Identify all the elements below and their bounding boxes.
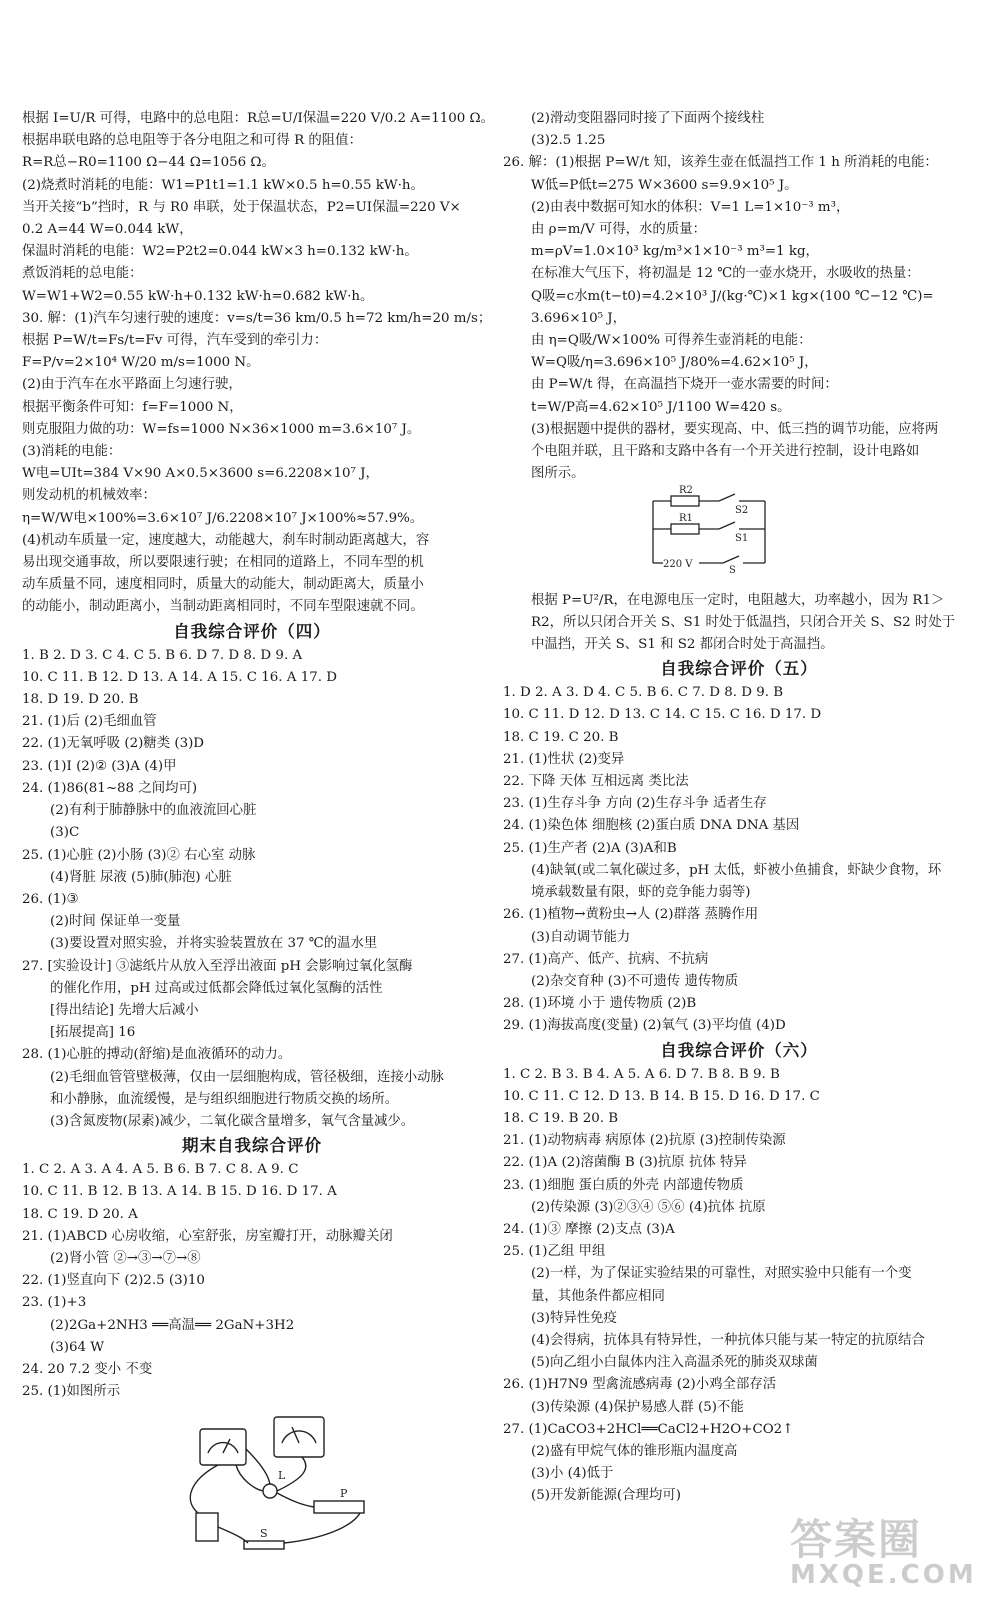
answer-line: (2)烧煮时消耗的电能：W1=P1t1=1.1 kW×0.5 h=0.55 kW·h。 (22, 177, 424, 193)
answer-line: 18. D 19. D 20. B (22, 692, 139, 708)
answer-line: 1. B 2. D 3. C 4. C 5. B 6. D 7. D 8. D 9. A (22, 647, 303, 663)
answer-line: 根据 I=U/R 可得，电路中的总电阻：R总=U/I保温=220 V/0.2 A=1100 Ω。 (22, 111, 495, 126)
answer-line: (2)盛有甲烷气体的锥形瓶内温度高 (531, 1443, 738, 1459)
answer-line: 22. 下降 天体 互相远离 类比法 (503, 774, 689, 790)
answer-line: 27. (1)高产、低产、抗病、不抗病 (503, 951, 709, 967)
answer-line: 23. (1)+3 (22, 1295, 87, 1311)
answer-line: m=ρV=1.0×10³ kg/m³×1×10⁻³ m³=1 kg， (531, 244, 819, 260)
answer-line: 个电阻并联，且干路和支路中各有一个开关进行控制，设计电路如 (531, 444, 920, 460)
answer-line: 由 η=Q吸/W×100% 可得养生壶消耗的电能： (531, 333, 812, 349)
answer-line: (2)由于汽车在水平路面上匀速行驶， (22, 377, 242, 393)
answer-line: (2)一样，为了保证实验结果的可靠性，对照实验中只能有一个变 (531, 1266, 912, 1282)
answer-line: (2)传染源 (3)②③④ ⑤⑥ (4)抗体 抗原 (531, 1199, 766, 1215)
voltmeter-icon (274, 1417, 324, 1457)
parallel-circuit-diagram (503, 485, 975, 583)
parallel-circuit-svg (503, 485, 973, 577)
answer-line: 由 ρ=m/V 可得，水的质量： (531, 222, 706, 238)
watermark-logo (790, 1515, 980, 1590)
answer-line: 25. (1)生产者 (2)A (3)A和B (503, 840, 677, 856)
answer-line: 量，其他条件都应相同 (531, 1288, 665, 1304)
answer-line: (5)向乙组小白鼠体内注入高温杀死的肺炎双球菌 (531, 1355, 818, 1371)
answer-line: 当开关接“b”挡时，R 与 R0 串联，处于保温状态，P2=UI保温=220 V× (22, 199, 461, 215)
section-heading: 自我综合评价（五） (660, 659, 818, 679)
answer-line: (2)滑动变阻器同时接了下面两个接线柱 (531, 111, 765, 126)
answer-line: 0.2 A=44 W=0.044 kW， (22, 222, 193, 238)
answer-line: R2，所以只闭合开关 S、S1 时处于低温挡，只闭合开关 S、S2 时处于 (531, 614, 956, 630)
answer-line: 21. (1)动物病毒 病原体 (2)抗原 (3)控制传染源 (503, 1133, 786, 1149)
answer-line: (3)消耗的电能： (22, 444, 122, 460)
answer-line: 图所示。 (531, 466, 585, 482)
answer-line: 26. (1)植物→黄粉虫→人 (2)群落 蒸腾作用 (503, 907, 759, 923)
answer-line: (4)肾脏 尿液 (5)肺(肺泡) 心脏 (50, 869, 232, 885)
answer-line: [得出结论] 先增大后减小 (50, 1002, 199, 1018)
answer-line: 1. C 2. A 3. A 4. A 5. B 6. B 7. C 8. A 9. C (22, 1162, 299, 1178)
answer-line: 3.696×10⁵ J， (531, 310, 626, 326)
answer-line: Q吸=c水m(t−t0)=4.2×10³ J/(kg·℃)×1 kg×(100 ℃−12 ℃)= (531, 288, 934, 304)
answer-line: 25. (1)心脏 (2)小肠 (3)② 右心室 动脉 (22, 847, 256, 863)
answer-line: 18. C 19. D 20. A (22, 1206, 138, 1222)
answer-line: (2)时间 保证单一变量 (50, 914, 181, 930)
answer-line: W电=UIt=384 V×90 A×0.5×3600 s=6.2208×10⁷ J， (22, 466, 379, 482)
answer-line: W=Q吸/η=3.696×10⁵ J/80%=4.62×10⁵ J， (531, 355, 818, 371)
answer-line: 27. [实验设计] ③滤纸片从放入至浮出液面 pH 会影响过氧化氢酶 (22, 958, 413, 974)
answer-line: 10. C 11. B 12. B 13. A 14. B 15. D 16. D 17. A (22, 1184, 337, 1200)
answer-line: 由 P=W/t 得，在高温挡下烧开一壶水需要的时间： (531, 377, 838, 393)
answer-line: 动车质量不同，速度相同时，质量大的动能大，制动距离大，质量小 (22, 577, 424, 593)
answer-line: t=W/P高=4.62×10⁵ J/1100 W=420 s。 (531, 399, 791, 415)
answer-line: 25. (1)乙组 甲组 (503, 1244, 606, 1260)
answer-line: W低=P低t=275 W×3600 s=9.9×10⁵ J。 (531, 177, 798, 193)
answer-line: η=W/W电×100%=3.6×10⁷ J/6.2208×10⁷ J×100%≈57.9%。 (22, 510, 424, 526)
answer-line: 28. (1)环境 小于 遗传物质 (2)B (503, 996, 697, 1012)
answer-line: 27. (1)CaCO3+2HCl══CaCl2+H2O+CO2↑ (503, 1421, 794, 1437)
answer-line: (3)64 W (50, 1339, 105, 1355)
answer-line: [拓展提高] 16 (50, 1025, 136, 1041)
answer-line: (3)自动调节能力 (531, 929, 631, 945)
answer-line: 中温挡，开关 S、S1 和 S2 都闭合时处于高温挡。 (531, 637, 834, 653)
answer-line: (5)开发新能源(合理均可) (531, 1488, 681, 1504)
label-s2: S2 (735, 505, 749, 517)
answer-line: (4)缺氧(或二氧化碳过多，pH 太低，虾被小鱼捕食，虾缺少食物，环 (531, 862, 942, 878)
answer-line: 23. (1)Ⅰ (2)② (3)A (4)甲 (22, 758, 177, 774)
rheostat-icon (314, 1501, 364, 1513)
label-l: L (278, 1469, 286, 1483)
section-heading: 自我综合评价（四） (173, 621, 331, 641)
answer-line: (3)小 (4)低于 (531, 1466, 614, 1482)
answer-line: 根据 P=W/t=Fs/t=Fv 可得，汽车受到的牵引力： (22, 333, 328, 349)
answer-line: 根据串联电路的总电阻等于各分电阻之和可得 R 的阻值： (22, 133, 362, 149)
answer-line: (3)要设置对照实验，并将实验装置放在 37 ℃的温水里 (50, 936, 378, 952)
answer-line: 22. (1)竖直向下 (2)2.5 (3)10 (22, 1273, 205, 1289)
experiment-circuit-svg (22, 1409, 482, 1559)
answer-line: (3)含氮废物(尿素)减少，二氧化碳含量增多，氧气含量减少。 (50, 1113, 415, 1129)
watermark-sub: MXQE.COM (790, 1560, 977, 1590)
answer-line: 和小静脉，血流缓慢，是与组织细胞进行物质交换的场所。 (50, 1091, 399, 1107)
experiment-circuit-diagram (22, 1409, 482, 1567)
answer-line: (3)传染源 (4)保护易感人群 (5)不能 (531, 1399, 744, 1415)
answer-line: 30. 解：(1)汽车匀速行驶的速度：v=s/t=36 km/0.5 h=72 km/h=20 m/s； (22, 310, 492, 326)
answer-line: (2)肾小管 ②→③→⑦→⑧ (50, 1250, 201, 1266)
answer-line: (2)由表中数据可知水的体积：V=1 L=1×10⁻³ m³， (531, 199, 850, 215)
answer-line: 26. 解：(1)根据 P=W/t 知，该养生壶在低温挡工作 1 h 所消耗的电能： (503, 155, 938, 171)
answer-line: 10. C 11. C 12. D 13. B 14. B 15. D 16. D 17. C (503, 1088, 820, 1104)
section-heading: 期末自我综合评价 (182, 1136, 322, 1156)
answer-line: 18. C 19. B 20. B (503, 1110, 619, 1126)
answer-line: 23. (1)生存斗争 方向 (2)生存斗争 适者生存 (503, 796, 767, 812)
answer-line: R=R总−R0=1100 Ω−44 Ω=1056 Ω。 (22, 155, 275, 171)
section-heading: 自我综合评价（六） (660, 1040, 818, 1060)
answer-line: 18. C 19. C 20. B (503, 729, 619, 745)
answer-line: 25. (1)如图所示 (22, 1384, 121, 1400)
answer-line: 根据 P=U²/R，在电源电压一定时，电阻越大，功率越小，因为 R1＞ (531, 592, 945, 608)
left-column (22, 108, 495, 1574)
label-220v: 220 V (663, 559, 693, 571)
answer-line: (3)2.5 1.25 (531, 133, 606, 149)
answer-line: 1. D 2. A 3. D 4. C 5. B 6. C 7. D 8. D 9. B (503, 685, 784, 701)
label-r1: R1 (679, 513, 693, 525)
watermark-main: 答案圈 (790, 1515, 923, 1564)
answer-line: (4)机动车质量一定，速度越大，动能越大，刹车时制动距离越大，容 (22, 532, 430, 548)
answer-line: 根据平衡条件可知：f=F=1000 N， (22, 399, 243, 415)
answer-line: 22. (1)无氧呼吸 (2)糖类 (3)D (22, 736, 205, 752)
answer-line: 则发动机的机械效率： (22, 488, 156, 504)
answer-line: (3)特异性免疫 (531, 1310, 617, 1326)
answer-line: 28. (1)心脏的搏动(舒缩)是血液循环的动力。 (22, 1047, 292, 1063)
answer-line: 21. (1)性状 (2)变异 (503, 751, 625, 767)
answer-line: 煮饭消耗的总电能： (22, 266, 143, 282)
answer-line: 的催化作用，pH 过高或过低都会降低过氧化氢酶的活性 (50, 980, 383, 996)
answer-line: (3)C (50, 825, 80, 841)
answer-line: 10. C 11. B 12. D 13. A 14. A 15. C 16. A 17. D (22, 669, 338, 685)
answer-line: (2)2Ga+2NH3 ══高温══ 2GaN+3H2 (50, 1317, 295, 1333)
answer-line: (4)会得病，抗体具有特异性，一种抗体只能与某一特定的抗原结合 (531, 1332, 925, 1348)
answer-line: 10. C 11. D 12. D 13. C 14. C 15. C 16. D 17. D (503, 707, 822, 723)
lamp-icon (263, 1484, 277, 1498)
switch-icon (244, 1541, 284, 1549)
label-p: P (340, 1487, 348, 1501)
answer-line: (2)杂交育种 (3)不可遗传 遗传物质 (531, 973, 739, 989)
answer-line: (2)毛细血管管壁极薄，仅由一层细胞构成，管径极细，连接小动脉 (50, 1069, 444, 1085)
answer-line: (3)根据题中提供的器材，要实现高、中、低三挡的调节功能，应将两 (531, 421, 939, 437)
answer-line: 23. (1)细胞 蛋白质的外壳 内部遗传物质 (503, 1177, 744, 1193)
label-r2: R2 (679, 485, 693, 497)
answer-line: 易出现交通事故，所以要限速行驶；在相同的道路上，不同车型的机 (22, 555, 424, 571)
answer-line: 29. (1)海拔高度(变量) (2)氧气 (3)平均值 (4)D (503, 1018, 786, 1034)
answer-line: 24. (1)染色体 细胞核 (2)蛋白质 DNA DNA 基因 (503, 818, 800, 834)
label-s: S (260, 1527, 268, 1541)
answer-line: 26. (1)H7N9 型禽流感病毒 (2)小鸡全部存活 (503, 1377, 777, 1393)
answer-line: 境承载数量有限，虾的竞争能力弱等) (531, 885, 751, 901)
answer-line: 的动能小，制动距离小，当制动距离相同时，不同车型限速就不同。 (22, 599, 424, 615)
answer-line: 保温时消耗的电能：W2=P2t2=0.044 kW×3 h=0.132 kW·h。 (22, 244, 418, 260)
answer-line: 26. (1)③ (22, 891, 79, 907)
answer-line: W=W1+W2=0.55 kW·h+0.132 kW·h=0.682 kW·h。 (22, 288, 374, 304)
answer-line: 1. C 2. B 3. B 4. A 5. A 6. D 7. B 8. B 9. B (503, 1066, 780, 1082)
label-s1: S1 (735, 533, 749, 545)
right-column (503, 108, 975, 1508)
answer-line: (2)有利于肺静脉中的血液流回心脏 (50, 803, 257, 819)
answer-line: 在标准大气压下，将初温是 12 ℃的一壶水烧开，水吸收的热量： (531, 266, 920, 282)
answer-line: 24. (1)86(81~88 之间均可) (22, 780, 198, 796)
answer-line: 21. (1)ABCD 心房收缩，心室舒张，房室瓣打开，动脉瓣关闭 (22, 1228, 393, 1244)
battery-icon (196, 1513, 218, 1541)
answer-line: 则克服阻力做的功：W=fs=1000 N×36×1000 m=3.6×10⁷ J。 (22, 421, 421, 437)
answer-line: F=P/v=2×10⁴ W/20 m/s=1000 N。 (22, 355, 260, 371)
answer-line: 21. (1)后 (2)毛细血管 (22, 714, 157, 730)
answer-line: 24. 20 7.2 变小 不变 (22, 1361, 153, 1377)
answer-line: 22. (1)A (2)溶菌酶 B (3)抗原 抗体 特异 (503, 1155, 747, 1171)
ammeter-icon (200, 1429, 246, 1465)
answer-line: 24. (1)③ 摩擦 (2)支点 (3)A (503, 1221, 675, 1237)
label-s: S (729, 565, 736, 577)
